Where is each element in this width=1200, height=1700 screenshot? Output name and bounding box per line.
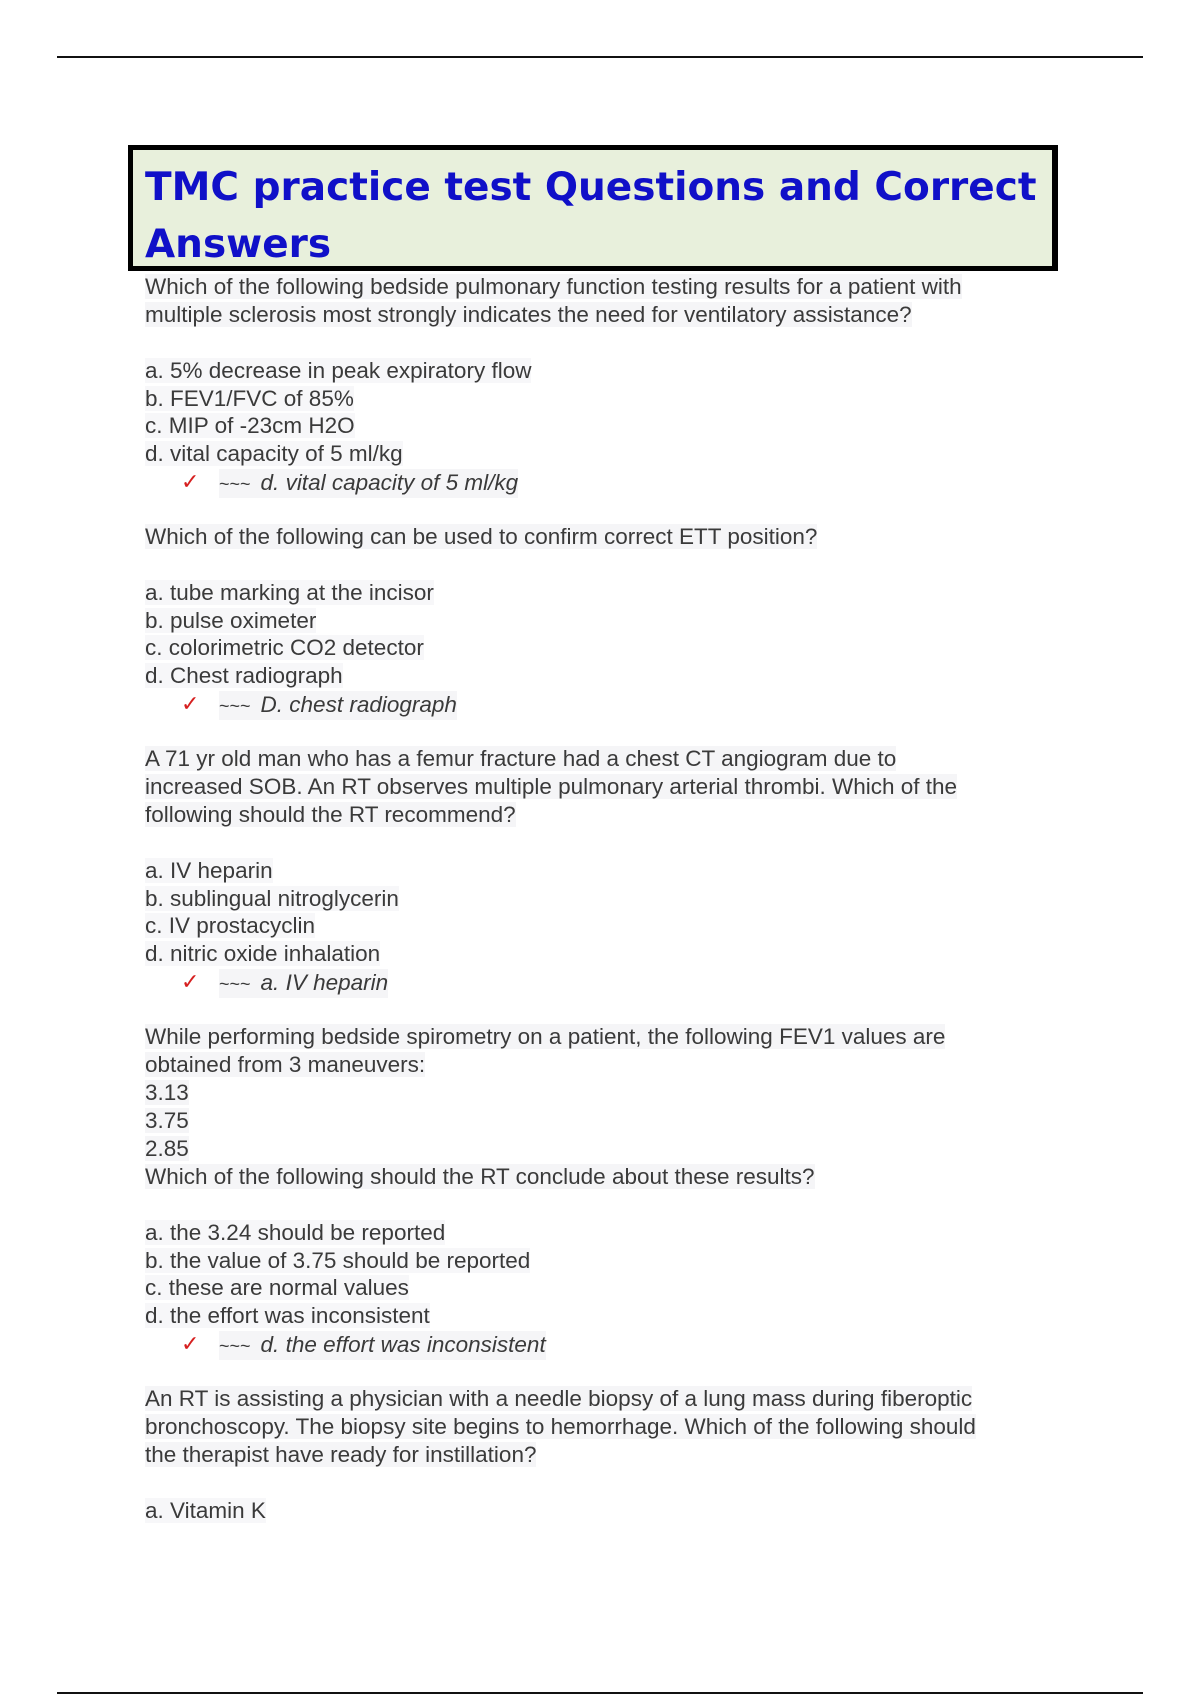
option-item	[145, 385, 1045, 413]
question-stem-text: Which of the following should the RT conclude about these results?	[145, 1164, 815, 1189]
checkmark-icon: ✓	[181, 1332, 200, 1357]
options-list	[145, 1219, 1045, 1329]
answer-prefix: ~~~	[219, 474, 251, 494]
option-text: a. IV heparin	[145, 858, 273, 883]
question-stem-line	[145, 1135, 1045, 1163]
option-item	[145, 357, 1045, 385]
bottom-rule	[57, 1692, 1143, 1694]
answer-prefix: ~~~	[219, 974, 251, 994]
question-stem-line	[145, 1107, 1045, 1135]
option-item	[145, 634, 1045, 662]
option-item	[145, 607, 1045, 635]
top-rule	[57, 56, 1143, 58]
questions-list	[145, 273, 1045, 1545]
checkmark-icon: ✓	[181, 692, 200, 717]
options-list	[145, 357, 1045, 467]
option-item	[145, 1302, 1045, 1330]
question-block	[145, 745, 1045, 1003]
answer-text	[219, 1331, 546, 1360]
answer-value: D. chest radiograph	[260, 692, 457, 717]
option-item	[145, 662, 1045, 690]
question-stem-line	[145, 801, 1045, 829]
question-stem-line	[145, 1413, 1045, 1441]
options-list	[145, 1497, 1045, 1525]
question-stem-line	[145, 1023, 1045, 1051]
correct-answer	[145, 1329, 1045, 1365]
question-stem-text: 3.13	[145, 1080, 189, 1105]
question-block	[145, 1023, 1045, 1365]
question-stem-text: the therapist have ready for instillation?	[145, 1442, 537, 1467]
option-text: c. IV prostacyclin	[145, 913, 316, 938]
answer-prefix: ~~~	[219, 1336, 251, 1356]
option-text: a. the 3.24 should be reported	[145, 1220, 446, 1245]
options-list	[145, 579, 1045, 689]
option-text: a. Vitamin K	[145, 1498, 266, 1523]
question-stem	[145, 1385, 1045, 1469]
question-stem-line	[145, 745, 1045, 773]
option-text: b. FEV1/FVC of 85%	[145, 385, 354, 411]
title-box	[128, 145, 1058, 271]
answer-text	[219, 969, 388, 998]
question-stem-text: multiple sclerosis most strongly indicates the need for ventilatory assistance?	[145, 302, 912, 327]
question-stem	[145, 1023, 1045, 1191]
answer-value: d. the effort was inconsistent	[260, 1332, 546, 1357]
question-stem-text: 2.85	[145, 1136, 189, 1161]
checkmark-icon: ✓	[181, 470, 200, 495]
options-list	[145, 857, 1045, 967]
answer-text	[219, 469, 518, 498]
checkmark-icon: ✓	[181, 970, 200, 995]
question-stem-text: increased SOB. An RT observes multiple pulmonary arterial thrombi. Which of the	[145, 774, 958, 799]
question-stem-line	[145, 1051, 1045, 1079]
option-text: c. MIP of -23cm H2O	[145, 413, 355, 438]
question-stem-line	[145, 1079, 1045, 1107]
question-block	[145, 523, 1045, 725]
option-text: b. the value of 3.75 should be reported	[145, 1247, 531, 1273]
option-item	[145, 1219, 1045, 1247]
option-text: a. tube marking at the incisor	[145, 580, 434, 605]
question-block	[145, 1385, 1045, 1525]
answer-text	[219, 691, 457, 720]
option-text: c. colorimetric CO2 detector	[145, 635, 424, 660]
option-text: b. pulse oximeter	[145, 607, 317, 633]
option-text: d. vital capacity of 5 ml/kg	[145, 440, 403, 466]
question-stem-line	[145, 523, 1045, 551]
page-title-text: TMC practice test Questions and Correct Answers	[145, 165, 1037, 267]
answer-value: a. IV heparin	[260, 970, 389, 995]
question-stem	[145, 523, 1045, 551]
option-text: b. sublingual nitroglycerin	[145, 885, 399, 911]
question-stem-line	[145, 1441, 1045, 1469]
option-text: d. the effort was inconsistent	[145, 1302, 430, 1328]
question-stem-text: 3.75	[145, 1108, 189, 1133]
correct-answer	[145, 967, 1045, 1003]
question-stem-line	[145, 1385, 1045, 1413]
question-stem	[145, 745, 1045, 829]
option-item	[145, 885, 1045, 913]
option-item	[145, 940, 1045, 968]
question-stem-text: Which of the following bedside pulmonary function testing results for a patient with	[145, 274, 962, 299]
question-stem	[145, 273, 1045, 329]
question-stem-text: A 71 yr old man who has a femur fracture had a chest CT angiogram due to	[145, 746, 897, 771]
option-text: c. these are normal values	[145, 1275, 409, 1300]
correct-answer	[145, 689, 1045, 725]
correct-answer	[145, 467, 1045, 503]
question-stem-line	[145, 1163, 1045, 1191]
answer-prefix: ~~~	[219, 696, 251, 716]
option-text: d. Chest radiograph	[145, 662, 343, 688]
question-stem-line	[145, 301, 1045, 329]
option-item	[145, 912, 1045, 940]
question-stem-text: bronchoscopy. The biopsy site begins to hemorrhage. Which of the following should	[145, 1414, 976, 1439]
question-stem-text: Which of the following can be used to confirm correct ETT position?	[145, 524, 818, 549]
page-title	[145, 159, 1052, 273]
question-stem-text: An RT is assisting a physician with a needle biopsy of a lung mass during fiberoptic	[145, 1386, 973, 1411]
option-item	[145, 579, 1045, 607]
question-stem-text: obtained from 3 maneuvers:	[145, 1052, 426, 1077]
option-item	[145, 857, 1045, 885]
question-block	[145, 273, 1045, 503]
option-item	[145, 412, 1045, 440]
option-text: d. nitric oxide inhalation	[145, 940, 381, 966]
option-item	[145, 440, 1045, 468]
question-stem-text: following should the RT recommend?	[145, 802, 516, 827]
option-text: a. 5% decrease in peak expiratory flow	[145, 358, 532, 383]
answer-value: d. vital capacity of 5 ml/kg	[260, 470, 519, 495]
question-stem-line	[145, 773, 1045, 801]
question-stem-line	[145, 273, 1045, 301]
option-item	[145, 1274, 1045, 1302]
question-stem-text: While performing bedside spirometry on a patient, the following FEV1 values are	[145, 1024, 946, 1049]
option-item	[145, 1247, 1045, 1275]
option-item	[145, 1497, 1045, 1525]
